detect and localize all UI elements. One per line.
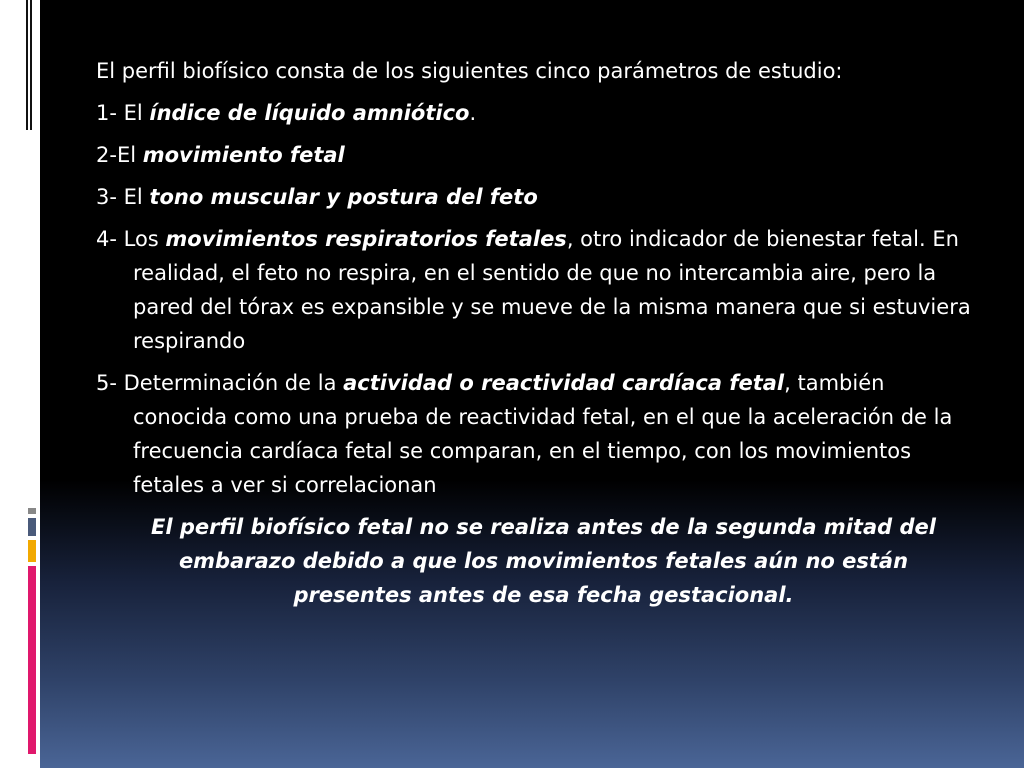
slate-accent-bar	[28, 518, 36, 536]
slide-body	[96, 54, 981, 633]
list-item-4	[96, 222, 981, 358]
left-decorative-strip	[0, 0, 40, 768]
item-emphasis: movimiento fetal	[142, 143, 345, 167]
item-suffix: .	[469, 101, 477, 125]
item-suffix: , también conocida como una prueba de reactividad fetal, en el que la aceleración de la frecuencia cardíaca fetal se comparan, en el tiempo, con los movimientos fetales a ver si correlacionan	[133, 371, 953, 497]
item-prefix: 2-El	[96, 143, 143, 167]
gray-accent-bar	[28, 508, 36, 514]
item-emphasis: actividad o reactividad cardíaca fetal	[343, 371, 785, 395]
pink-accent-bar	[28, 566, 36, 754]
intro-paragraph: El perfil biofísico consta de los siguientes cinco parámetros de estudio:	[96, 59, 843, 83]
item-emphasis: tono muscular y postura del feto	[149, 185, 538, 209]
list-item-2	[96, 138, 981, 172]
item-emphasis: movimientos respiratorios fetales	[165, 227, 567, 251]
closing-note: El perfil biofísico fetal no se realiza antes de la segunda mitad del embarazo debido a que los movimientos fetales aún no están presentes antes de esa fecha gestacional.	[151, 515, 936, 607]
item-prefix: 4- Los	[96, 227, 166, 251]
item-prefix: 5- Determinación de la	[96, 371, 344, 395]
striped-accent-bar	[26, 0, 34, 130]
list-item-5	[96, 366, 981, 502]
item-prefix: 3- El	[96, 185, 150, 209]
item-prefix: 1- El	[96, 101, 150, 125]
item-suffix: , otro indicador de bienestar fetal. En realidad, el feto no respira, en el sentido de que no intercambia aire, pero la pared del tórax es expansible y se mueve de la misma manera que si estuviera respirando	[133, 227, 971, 353]
list-item-3	[96, 180, 981, 214]
item-emphasis: índice de líquido amniótico	[149, 101, 470, 125]
list-item-1	[96, 96, 981, 130]
orange-accent-bar	[28, 540, 36, 562]
